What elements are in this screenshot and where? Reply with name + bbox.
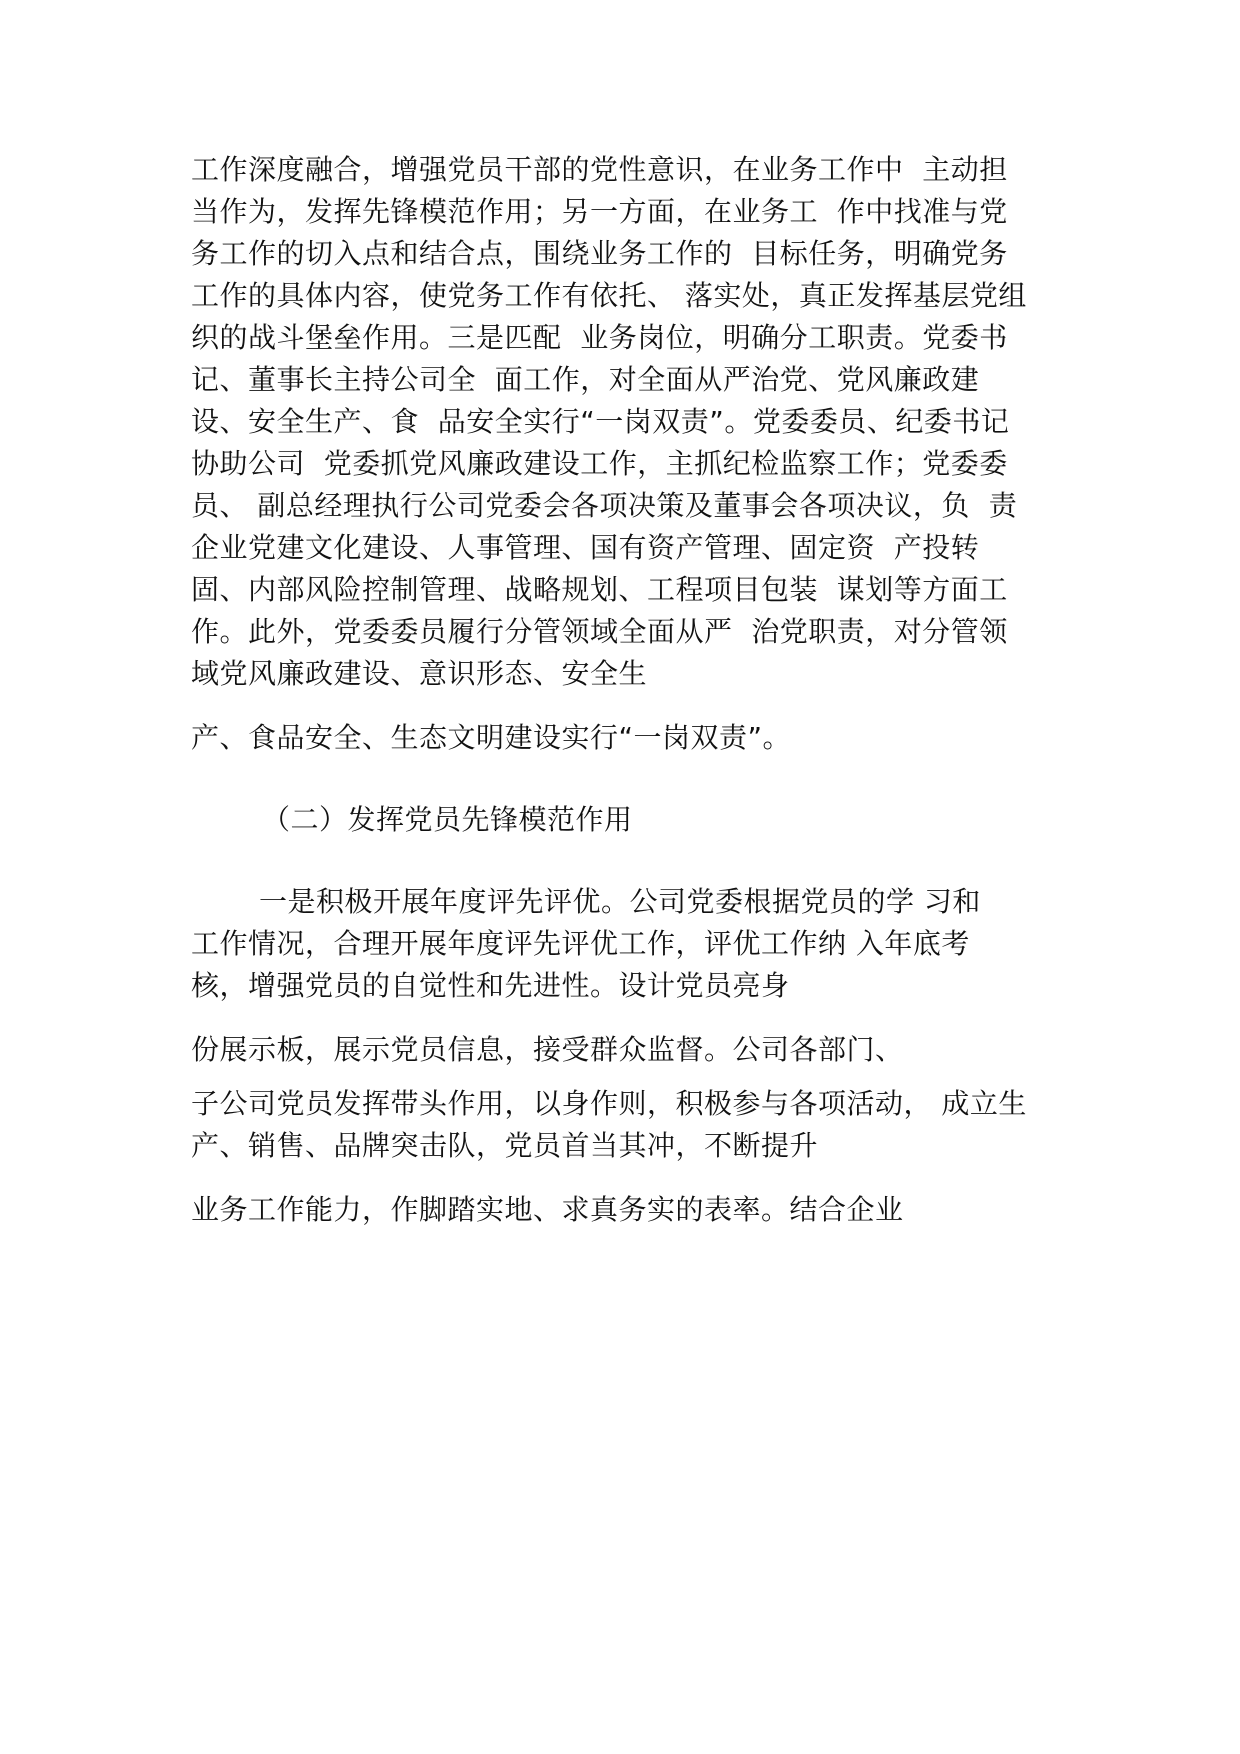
paragraph-1-line-3: 务工作的切入点和结合点，围绕业务工作的 目标任务，明确党务 bbox=[191, 237, 1008, 270]
paragraph-2-continuation-2-line-2: 产、销售、品牌突击队，党员首当其冲，不断提升 bbox=[191, 1129, 819, 1162]
paragraph-1-line-11: 固、内部风险控制管理、战略规划、工程项目包装 谋划等方面工 bbox=[191, 573, 1008, 606]
paragraph-1-line-12: 作。此外，党委委员履行分管领域全面从严 治党职责，对分管领 bbox=[191, 615, 1008, 648]
paragraph-2-continuation-2-line-1: 子公司党员发挥带头作用，以身作则，积极参与各项活动， 成立生 bbox=[191, 1087, 1027, 1120]
paragraph-1-line-13: 域党风廉政建设、意识形态、安全生 bbox=[191, 657, 648, 690]
paragraph-1-line-4: 工作的具体内容，使党务工作有依托、 落实处，真正发挥基层党组 bbox=[191, 279, 1027, 312]
paragraph-1-line-6: 记、董事长主持公司全 面工作，对全面从严治党、党风廉政建 bbox=[191, 363, 980, 396]
paragraph-1-line-7: 设、安全生产、食 品安全实行“一岗双责”。党委委员、纪委书记 bbox=[191, 405, 1010, 438]
paragraph-1-line-2: 当作为，发挥先锋模范作用；另一方面，在业务工 作中找准与党 bbox=[191, 195, 1008, 228]
paragraph-2-continuation-1: 份展示板，展示党员信息，接受群众监督。公司各部门、 bbox=[191, 1033, 904, 1066]
paragraph-2-line-1: 一是积极开展年度评先评优。公司党委根据党员的学 习和 bbox=[259, 885, 981, 918]
paragraph-1-continuation: 产、食品安全、生态文明建设实行“一岗双责”。 bbox=[191, 721, 792, 754]
paragraph-1-line-1: 工作深度融合，增强党员干部的党性意识，在业务工作中 主动担 bbox=[191, 153, 1008, 186]
paragraph-1-line-8: 协助公司 党委抓党风廉政建设工作，主抓纪检监察工作；党委委 bbox=[191, 447, 1008, 480]
paragraph-1-line-5: 织的战斗堡垒作用。三是匹配 业务岗位，明确分工职责。党委书 bbox=[191, 321, 1008, 354]
paragraph-2-line-3: 核，增强党员的自觉性和先进性。设计党员亮身 bbox=[191, 969, 790, 1002]
paragraph-1-line-10: 企业党建文化建设、人事管理、国有资产管理、固定资 产投转 bbox=[191, 531, 980, 564]
section-heading: （二）发挥党员先锋模范作用 bbox=[262, 803, 633, 836]
paragraph-2-line-2: 工作情况，合理开展年度评先评优工作，评优工作纳 入年底考 bbox=[191, 927, 970, 960]
paragraph-1-line-9: 员、 副总经理执行公司党委会各项决策及董事会各项决议，负 责 bbox=[191, 489, 1018, 522]
paragraph-2-continuation-3: 业务工作能力，作脚踏实地、求真务实的表率。结合企业 bbox=[191, 1193, 904, 1226]
